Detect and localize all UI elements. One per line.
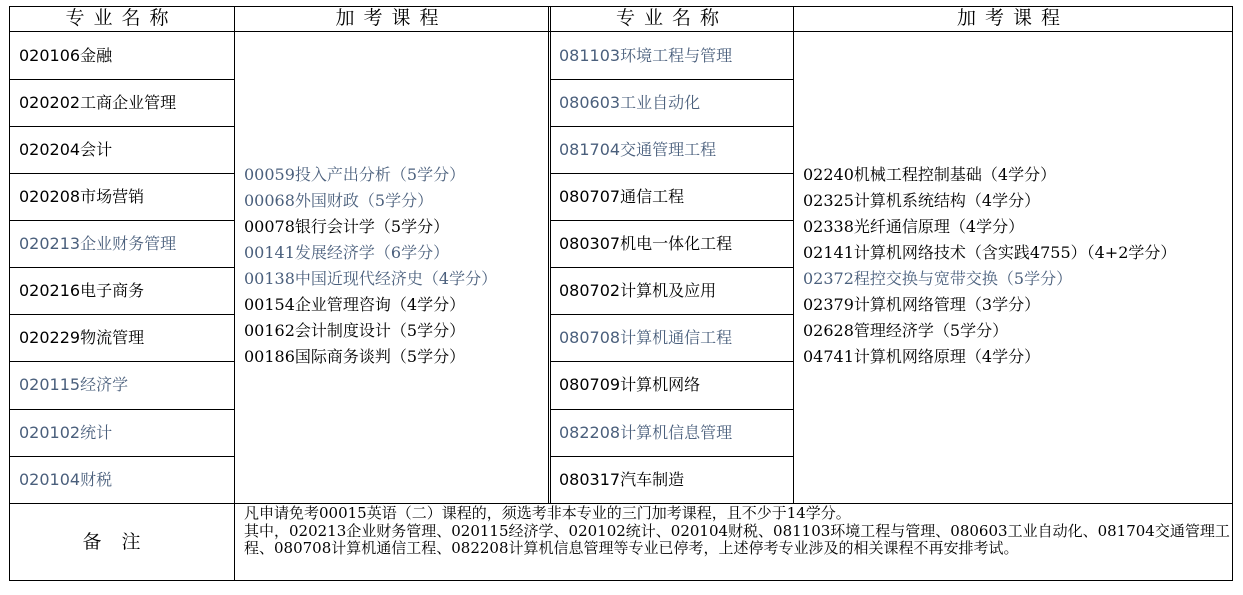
right-major-row: 082208计算机信息管理 [559, 423, 733, 442]
left-major-row: 020216电子商务 [19, 281, 145, 300]
right-course-item: 02379计算机网络管理（3学分） [803, 295, 1041, 314]
left-major-row: 020106金融 [19, 46, 113, 65]
left-course-item: 00186国际商务谈判（5学分） [244, 347, 466, 366]
left-major-row: 020213企业财务管理 [19, 234, 177, 253]
left-major-row: 020229物流管理 [19, 328, 145, 347]
left-course-item: 00154企业管理咨询（4学分） [244, 295, 466, 314]
right-course-list [803, 162, 1176, 370]
right-course-item: 02628管理经济学（5学分） [803, 321, 1009, 340]
left-course-item: 00162会计制度设计（5学分） [244, 321, 466, 340]
right-major-row: 080709计算机网络 [559, 375, 701, 394]
remarks-line-2: 其中，020213企业财务管理、020115经济学、020102统计、020104财税、081103环境工程与管理、080603工业自动化、081704交通管理工程、080708计算机通信工程、082208计算机信息管理等专业已停考，上述停考专业涉及的相关课程不再安排考试。 [244, 522, 1230, 557]
left-major-row: 020115经济学 [19, 375, 129, 394]
right-major-row: 080317汽车制造 [559, 470, 685, 489]
col-divider-2b [550, 6, 551, 504]
right-course-item: 02325计算机系统结构（4学分） [803, 191, 1041, 210]
header-major-name-right: 专业名称 [615, 7, 728, 29]
left-major-row: 020208市场营销 [19, 187, 145, 206]
header-extra-courses-right: 加考课程 [956, 7, 1069, 29]
right-major-row: 081704交通管理工程 [559, 140, 717, 159]
right-major-row: 081103环境工程与管理 [559, 46, 733, 65]
left-course-item: 00138中国近现代经济史（4学分） [244, 269, 498, 288]
right-course-item: 04741计算机网络原理（4学分） [803, 347, 1041, 366]
header-major-name-left: 专业名称 [65, 7, 178, 29]
header-extra-courses-left: 加考课程 [335, 7, 448, 29]
remarks-label: 备注 [82, 531, 161, 553]
left-major-row: 020202工商企业管理 [19, 93, 177, 112]
right-course-item: 02338光纤通信原理（4学分） [803, 217, 1025, 236]
left-major-row: 020104财税 [19, 470, 113, 489]
left-course-item: 00141发展经济学（6学分） [244, 243, 450, 262]
col-divider-2 [548, 6, 549, 504]
right-major-row: 080603工业自动化 [559, 93, 701, 112]
left-course-item: 00078银行会计学（5学分） [244, 217, 450, 236]
left-course-list [244, 162, 497, 370]
table-border-left [9, 6, 10, 581]
right-course-item: 02372程控交换与宽带交换（5学分） [803, 269, 1073, 288]
left-course-item: 00059投入产出分析（5学分） [244, 165, 466, 184]
col-divider-1 [234, 6, 235, 581]
right-major-row: 080307机电一体化工程 [559, 234, 733, 253]
table-border-bottom [9, 580, 1233, 581]
right-major-row: 080702计算机及应用 [559, 281, 717, 300]
right-course-item: 02141计算机网络技术（含实践4755）（4+2学分） [803, 243, 1177, 262]
left-major-row: 020102统计 [19, 423, 113, 442]
remarks-line-1: 凡申请免考00015英语（二）课程的，须选考非本专业的三门加考课程，且不少于14学分。 [244, 504, 851, 522]
left-major-row: 020204会计 [19, 140, 113, 159]
right-course-item: 02240机械工程控制基础（4学分） [803, 165, 1057, 184]
left-course-item: 00068外国财政（5学分） [244, 191, 434, 210]
right-major-row: 080707通信工程 [559, 187, 685, 206]
table-border-right [1232, 6, 1233, 581]
right-major-row: 080708计算机通信工程 [559, 328, 733, 347]
col-divider-3 [793, 6, 794, 504]
